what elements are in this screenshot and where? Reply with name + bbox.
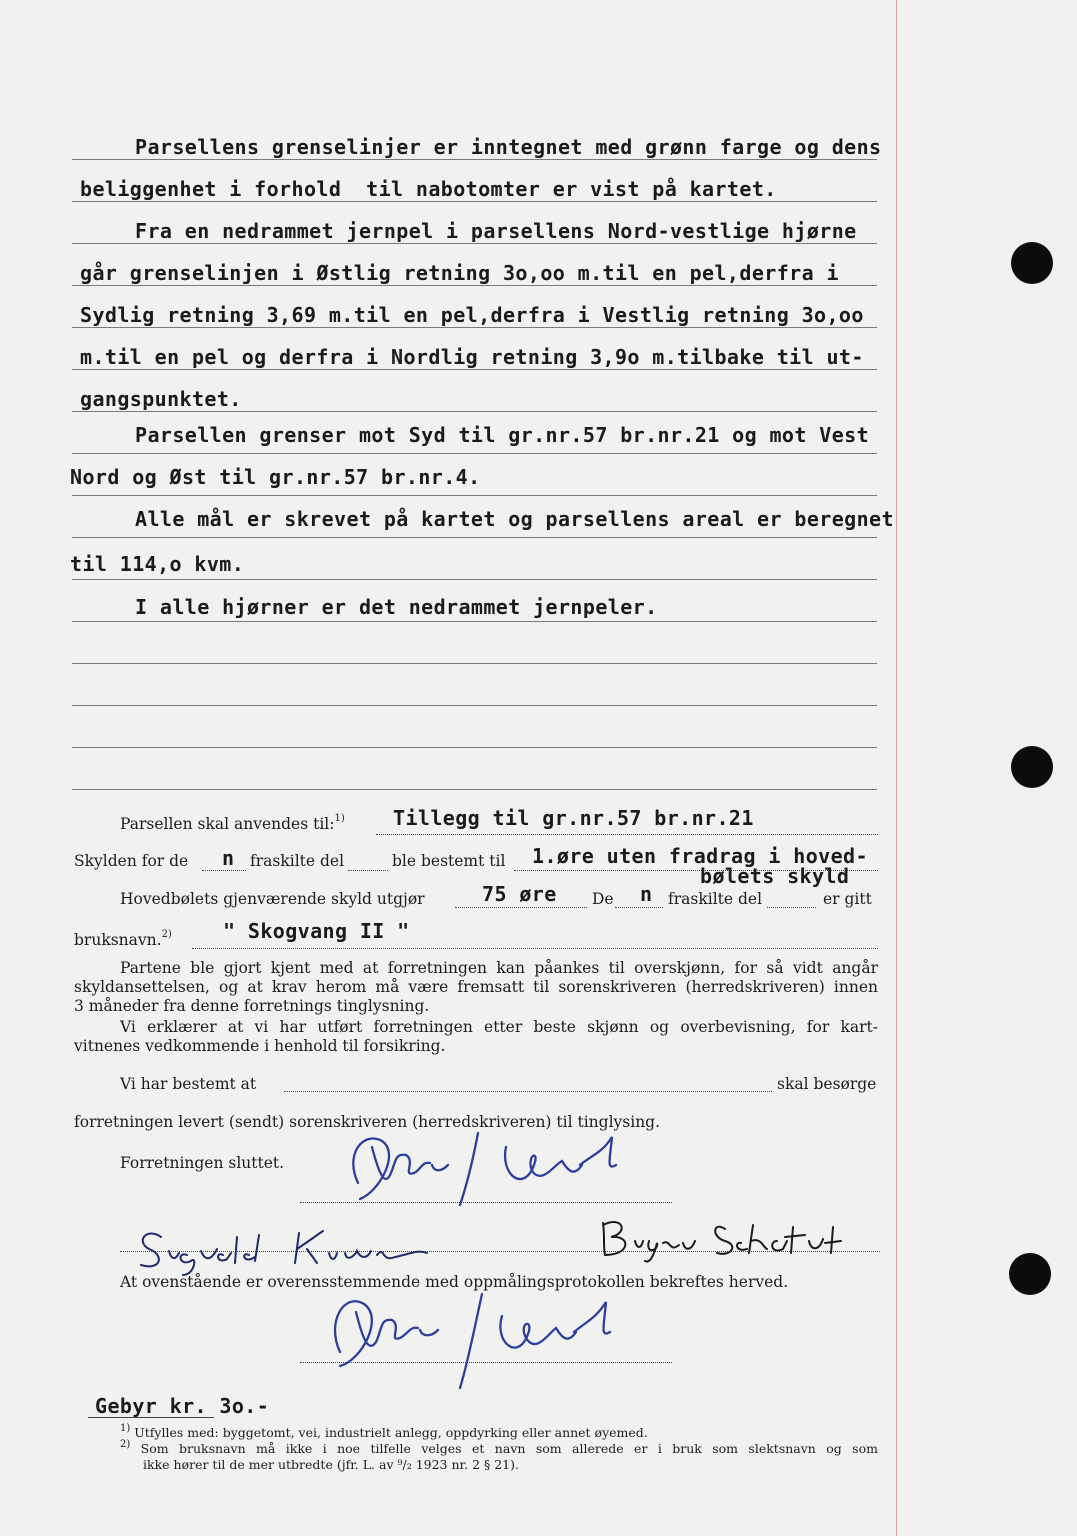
typed-line-2: beliggenhet i forhold til nabotomter er vist på kartet. bbox=[80, 177, 777, 201]
paragraph-overskjonn-2: skyldansettelsen, og at krav herom må være fremsatt til sorenskriveren (herredskriveren) innen bbox=[74, 978, 878, 996]
typed-line-4: går grenselinjen i Østlig retning 3o,oo m.til en pel,derfra i bbox=[80, 261, 839, 285]
hoved-n: n bbox=[640, 882, 653, 906]
footnote-2-line-2: ikke hører til de mer utbredte (jfr. L. av ⁹/₂ 1923 nr. 2 § 21). bbox=[143, 1457, 519, 1472]
hoved-value: 75 øre bbox=[482, 882, 557, 906]
ruled-line bbox=[72, 243, 877, 244]
paragraph-erklaering-1: Vi erklærer at vi har utført forretningen etter beste skjønn og overbevisning, for kart- bbox=[120, 1018, 878, 1036]
skylden-value-1: 1.øre uten fradrag i hoved- bbox=[532, 844, 868, 868]
ruled-line bbox=[72, 369, 877, 370]
paragraph-erklaering-2: vitnenes vedkommende i henhold til forsikring. bbox=[74, 1037, 446, 1055]
bestemt-besorge: skal besørge bbox=[777, 1075, 877, 1093]
footnote-2-line-1: $^{2)}$ Som bruksnavn må ikke i noe tilfelle velges et navn som allerede er i bruk som slektsnavn og som bbox=[120, 1439, 878, 1456]
hoved-gitt: er gitt bbox=[823, 890, 872, 908]
ruled-line bbox=[72, 411, 877, 412]
bekreftes-text: At ovenstående er overensstemmende med oppmålingsprotokollen bekreftes herved. bbox=[120, 1273, 789, 1291]
ruled-line bbox=[72, 285, 877, 286]
ruled-line bbox=[72, 579, 877, 580]
bruksnavn-value: " Skogvang II " bbox=[223, 919, 410, 943]
signature-witness-2 bbox=[595, 1205, 855, 1265]
ruled-line bbox=[72, 159, 877, 160]
margin-line bbox=[896, 0, 897, 1536]
skylden-value-2: bølets skyld bbox=[700, 864, 850, 888]
footnote-1: $^{1)}$ Utfylles med: byggetomt, vei, industrielt anlegg, oppdyrking eller annet øyemed. bbox=[120, 1423, 648, 1440]
ruled-line bbox=[72, 495, 877, 496]
typed-line-10: Alle mål er skrevet på kartet og parsellens areal er beregnet bbox=[135, 507, 894, 531]
bruksnavn-label: bruksnavn.$^{2)}$ bbox=[74, 929, 172, 949]
typed-line-11: til 114,o kvm. bbox=[70, 552, 245, 576]
sluttet-text: Forretningen sluttet. bbox=[120, 1154, 285, 1172]
fill-line bbox=[615, 907, 663, 908]
skylden-fraskilte: fraskilte del bbox=[250, 852, 345, 870]
skylden-n: n bbox=[222, 846, 235, 870]
signature-witness-1 bbox=[125, 1215, 455, 1280]
fill-line bbox=[376, 834, 878, 835]
ruled-line bbox=[72, 663, 877, 664]
anvendes-label: Parsellen skal anvendes til:$^{1)}$ bbox=[120, 813, 345, 833]
skylden-bestemt: ble bestemt til bbox=[392, 852, 506, 870]
ruled-line bbox=[72, 537, 877, 538]
ruled-line bbox=[72, 747, 877, 748]
typed-line-3: Fra en nedrammet jernpel i parsellens Nord-vestlige hjørne bbox=[135, 219, 857, 243]
fill-line bbox=[455, 907, 587, 908]
fill-line bbox=[767, 907, 816, 908]
hoved-de: De bbox=[592, 890, 614, 908]
fill-line bbox=[284, 1091, 772, 1092]
punch-hole bbox=[1011, 746, 1053, 788]
fill-line bbox=[192, 948, 878, 949]
signature-surveyor bbox=[320, 1125, 640, 1215]
ruled-line bbox=[72, 201, 877, 202]
typed-line-9: Nord og Øst til gr.nr.57 br.nr.4. bbox=[70, 465, 481, 489]
typed-line-5: Sydlig retning 3,69 m.til en pel,derfra i Vestlig retning 3o,oo bbox=[80, 303, 864, 327]
levert-text: forretningen levert (sendt) sorenskriveren (herredskriveren) til tinglysing. bbox=[74, 1113, 661, 1131]
bestemt-label: Vi har bestemt at bbox=[120, 1075, 257, 1093]
ruled-line bbox=[72, 621, 877, 622]
punch-hole bbox=[1011, 242, 1053, 284]
typed-line-1: Parsellens grenselinjer er inntegnet med grønn farge og dens bbox=[135, 135, 882, 159]
typed-line-12: I alle hjørner er det nedrammet jernpeler. bbox=[135, 595, 658, 619]
typed-line-6: m.til en pel og derfra i Nordlig retning 3,9o m.tilbake til ut- bbox=[80, 345, 864, 369]
ruled-line bbox=[72, 453, 877, 454]
anvendes-value: Tillegg til gr.nr.57 br.nr.21 bbox=[393, 806, 754, 830]
signature-certifier bbox=[292, 1282, 622, 1394]
ruled-line bbox=[72, 327, 877, 328]
hoved-fraskilte: fraskilte del bbox=[668, 890, 763, 908]
hoved-label: Hovedbølets gjenværende skyld utgjør bbox=[120, 890, 425, 908]
paragraph-overskjonn-3: 3 måneder fra denne forretnings tinglysning. bbox=[74, 997, 430, 1015]
typed-line-7: gangspunktet. bbox=[80, 387, 242, 411]
typed-line-8: Parsellen grenser mot Syd til gr.nr.57 br.nr.21 og mot Vest bbox=[135, 423, 870, 447]
skylden-label: Skylden for de bbox=[74, 852, 189, 870]
fill-line bbox=[348, 870, 388, 871]
ruled-line bbox=[72, 705, 877, 706]
punch-hole bbox=[1009, 1253, 1051, 1295]
paragraph-overskjonn-1: Partene ble gjort kjent med at forretningen kan påankes til overskjønn, for så vidt angår bbox=[120, 959, 878, 977]
ruled-line bbox=[72, 789, 877, 790]
fill-line bbox=[202, 870, 246, 871]
gebyr-text: Gebyr kr. 3o.- bbox=[95, 1394, 270, 1418]
